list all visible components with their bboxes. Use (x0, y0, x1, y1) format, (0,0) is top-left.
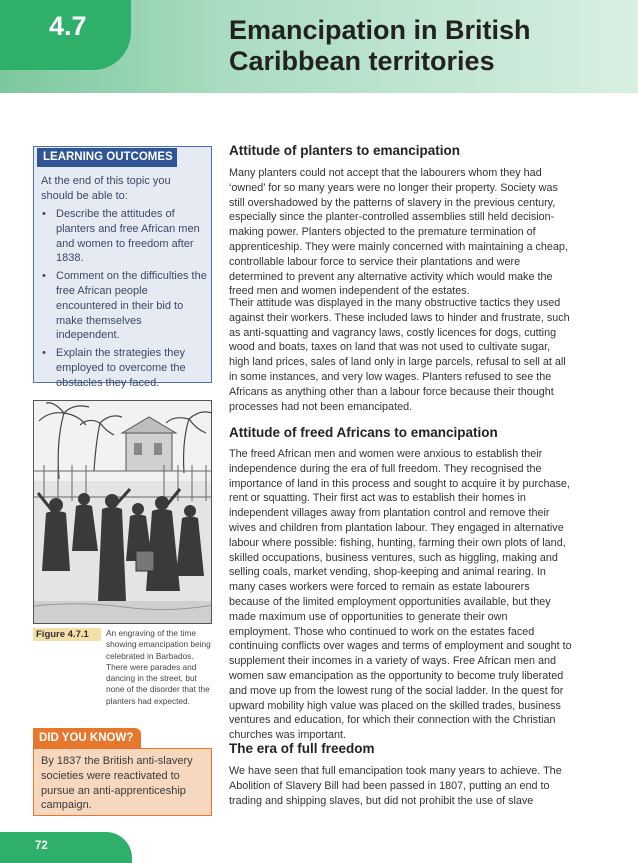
freed-africans-paragraph: The freed African men and women were anxious to establish their independence during the era of full freedom. They recognised the importance of land in this process and sought to acquire it by purchase, rent or squatting. Their first act was to establish their homes in independent villages away from plantation control and remove their wives and children from plantation labour. They engaged in alternative labour where possible: fishing, hunting, farming their own plots of land, skilled occupations, business ventures, such as higgling, making and selling coals, market vending, shop-keeping and animal rearing. In many cases workers were forced to remain as estate labourers because of the limited employment opportunities available, but they made maximum use of opportunities to generate their own employment. Those who continued to work on the estates faced continuing conflicts over wages and terms of employment and sought to supplement their incomes in a variety of ways. Free African men and women saw emancipation as the opportunity to become truly liberated and move up from the lowest rung of the social ladder. In the quest for upward mobility high value was placed on the skilled trades, business ventures and education, for which their connection with the Christian churches was important. (229, 448, 572, 742)
topic-number: 4.7 (49, 11, 87, 41)
figure-caption: An engraving of the time showing emancipation being celebrated in Barbados. There were parades and dancing in the street, but none of the disorder that the planters had expected. (106, 628, 211, 706)
learning-outcome-item (41, 346, 207, 390)
section-heading-era-full-freedom: The era of full freedom (229, 741, 375, 756)
bullet-icon: • (42, 208, 46, 220)
era-paragraph: We have seen that full emancipation took many years to achieve. The Abolition of Slavery Bill had been passed in 1807, putting an end to trading and shipping slaves, but did not prohibit the use of slave (229, 765, 562, 807)
bullet-icon: • (42, 270, 46, 283)
page-title (229, 15, 629, 77)
section-heading-planters: Attitude of planters to emancipation (229, 143, 461, 158)
title-line-1: Emancipation in British (229, 15, 531, 45)
did-you-know-heading: DID YOU KNOW? (33, 728, 141, 748)
learning-outcome-text: Describe the attitudes of planters and free African men and women to freedom after 1838. (56, 208, 200, 265)
section-heading-freed-africans: Attitude of freed Africans to emancipation (229, 425, 498, 440)
figure-label: Figure 4.7.1 (33, 628, 101, 641)
learning-outcomes-intro: At the end of this topic you should be able to: (41, 175, 171, 202)
learning-outcome-item (41, 207, 207, 266)
engraving-drawing (34, 401, 212, 624)
learning-outcomes-heading: LEARNING OUTCOMES (37, 148, 177, 167)
engraving-illustration (33, 400, 212, 624)
page-number: 72 (35, 840, 48, 852)
did-you-know-text: By 1837 the British anti-slavery societies were reactivated to pursue an anti-apprenticeship campaign. (41, 755, 193, 812)
title-line-2: Caribbean territories (229, 46, 495, 76)
learning-outcome-item (41, 269, 207, 343)
footer-tab (0, 832, 132, 863)
learning-outcomes-list (41, 207, 207, 394)
planters-paragraph-2: Their attitude was displayed in the many obstructive tactics they used against their workers. These included laws to hinder and frustrate, such as anti-squatting and vagrancy laws, costly licences for dogs, cutting wood and boats, taxes on land that was not used to cultivate sugar, high land prices, sales of land only in large parcels, refusal to sell at all in some instances, and very low wages. Planters refused to see the Africans as anything other than a labour force because their thought processes had not been emancipated. (229, 297, 570, 413)
learning-outcome-text: Explain the strategies they employed to overcome the obstacles they faced. (56, 347, 186, 389)
bullet-icon: • (42, 347, 46, 360)
planters-paragraph-1: Many planters could not accept that the labourers whom they had ‘owned’ for so many years were no longer their property. Society was still overshadowed by the patterns of slavery in the previous century, especially since the planter-controlled assemblies still held decision-making power. Planters objected to the premature termination of apprenticeship. They were mainly concerned with maintaining a cheap, controllable labour force to service their plantations and were determined to prevent any alternative activity which would make the freed men and women independent of the estates. (229, 167, 568, 298)
learning-outcome-text: Comment on the difficulties the free African people encountered in their bid to make themselves independent. (56, 270, 207, 342)
